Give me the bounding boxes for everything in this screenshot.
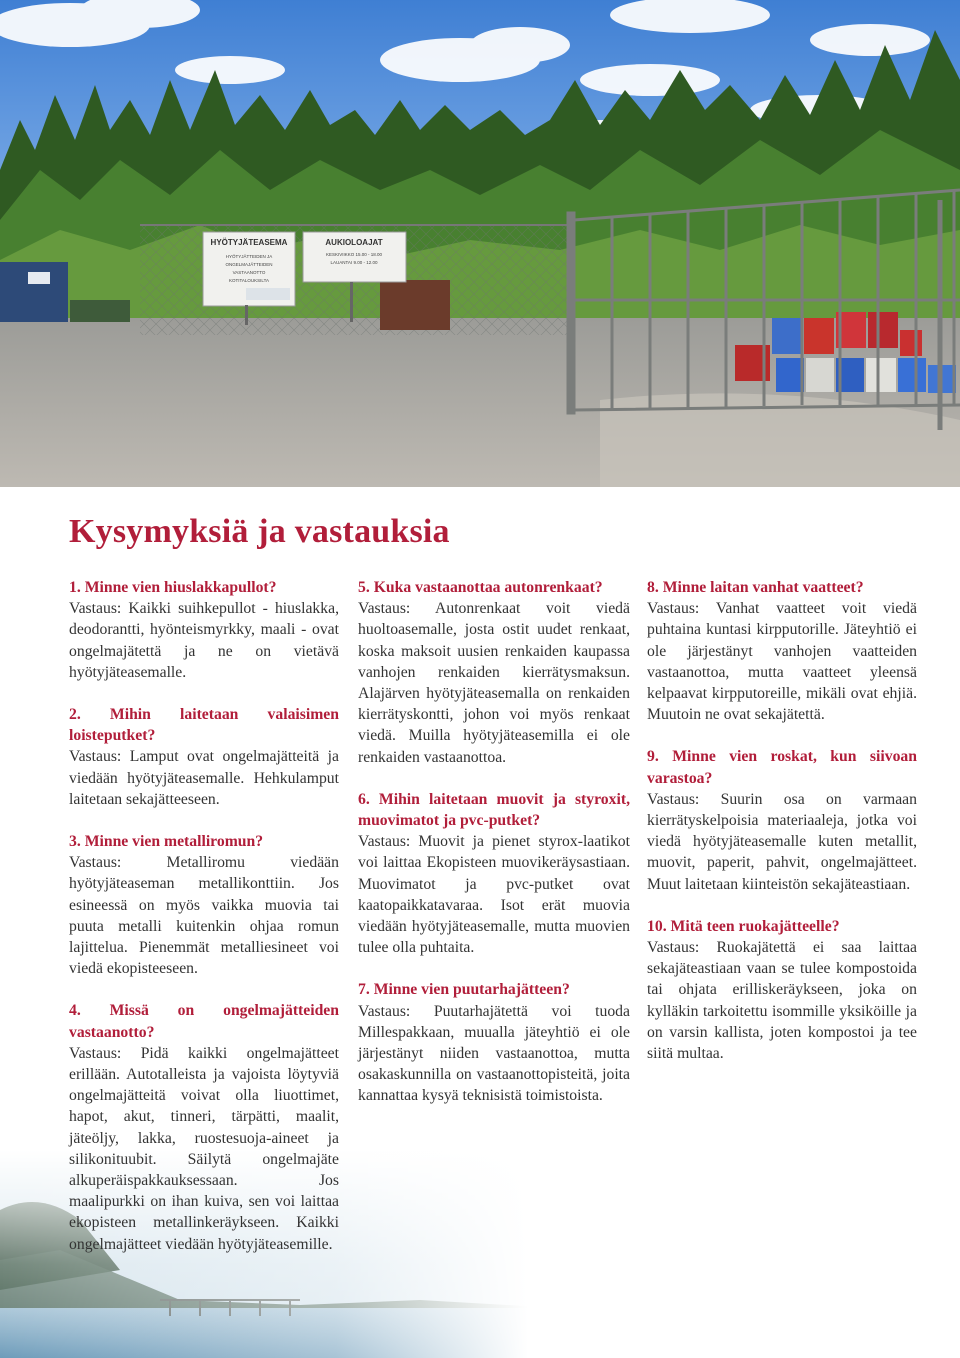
sign-right [303,232,406,282]
svg-text:HYÖTYJÄTTEIDEN JA: HYÖTYJÄTTEIDEN JA [225,254,273,259]
recycling-station-photo [0,0,960,487]
question: 1. Minne vien hiuslakkapullot? [69,579,277,596]
question: 5. Kuka vastaanottaa autonrenkaat? [358,579,603,596]
column-1 [69,577,339,1276]
question: 10. Mitä teen ruokajätteelle? [647,917,840,935]
question: 9. Minne vien roskat, kun siivoan varastoa? [647,748,917,787]
question: 6. Mihin laitetaan muovit ja styroxit, muovimatot ja pvc-putket? [358,790,630,830]
column-3 [647,577,917,1085]
svg-text:ONGELMAJÄTTEIDEN: ONGELMAJÄTTEIDEN [225,262,273,267]
sign-left [203,232,295,306]
answer: Vastaus: Muovit ja pienet styrox-laatikot voi laittaa Ekopisteen muovikeräysastiaan. Muovimatot ja pvc-putket ovat kaatopaikkatavaraa. Isot erät muovia viedään hyötyjäteasemalle, mutta muovien tulee olla puhtaita. [358,833,630,957]
answer: Vastaus: Suurin osa on varmaan kierrätyskelpoisia materiaaleja, jotka voi viedä hyötyjäteasemalle kuten metallit, muovit, paperit, pahvit, ongelmajätteet. Muut laitetaan kiinteistön sekajäteastiaan. [647,790,917,893]
column-2 [358,577,630,1128]
qa-item [358,577,630,768]
answer: Vastaus: Autonrenkaat voit viedä huoltoasemalle, josta ostit uudet renkaat, koska maksoit uusien renkaiden kaupassa vanhojen renkaiden kierrätysmaksun. Alajärven hyötyjäteasemalla on renkaiden kierrätyskontti, johon voi myös renkaat viedä. Muilla hyötyjäteasemilla ei ole renkaiden vastaanottoa. [358,600,630,766]
qa-item [69,1000,339,1254]
qa-item [647,746,917,894]
sign-right-title: AUKIOLOAJAT [325,238,383,247]
question: 7. Minne vien puutarhajätteen? [358,981,570,999]
qa-item [69,577,339,683]
answer: Vastaus: Ruokajätettä ei saa laittaa sekajäteastiaan vaan se tulee kompostoida tai ohjata erilliskeräykseen, joka on kylläkin tarkoitettu isommille yksiköille ja on varsin kallista, joten kompostoi ja tee siitä multaa. [647,939,917,1063]
svg-text:KOTITALOUKSILTA: KOTITALOUKSILTA [228,278,270,283]
qa-item [69,831,339,979]
sign-left-title: HYÖTYJÄTEASEMA [210,238,288,247]
question: 4. Missä on ongelmajätteiden vastaanotto? [69,1002,339,1041]
question: 8. Minne laitan vanhat vaatteet? [647,579,864,596]
question: 3. Minne vien metalliromun? [69,833,264,851]
answer: Vastaus: Pidä kaikki ongelmajätteet erillään. Autotalleista ja vajoista löytyviä ongelmajätteitä voivat olla liuottimet, hapot, akut, tinneri, tärpätti, maalit, jäteöljy, lakka, ruostesuoja-aineet ja silikonituubit. Säilytä ongelmajäte alkuperäispakkauksessaan. Jos maalipurkki on ihan kuiva, sen voi laittaa ekopisteen metallinkeräykseen. Kaikki ongelmajätteet viedään hyötyjäteasemille. [69,1044,339,1253]
qa-item [647,577,917,725]
svg-text:LAUANTAI 9.00 - 12.00: LAUANTAI 9.00 - 12.00 [330,260,378,265]
answer: Vastaus: Puutarhajätettä voi tuoda Millespakkaan, muualla jäteyhtiö ei ole järjestänyt niiden vastaanottoa, mutta osakaskunnilla on vastaanottopisteitä, joita kannattaa kysyä teknisistä toimistoista. [358,1002,630,1105]
answer: Vastaus: Lamput ovat ongelmajätteitä ja viedään hyötyjäteasemalle. Hehkulamput laitetaan sekajätteeseen. [69,748,339,808]
qa-item [69,704,339,810]
page-title: Kysymyksiä ja vastauksia [69,513,450,550]
answer: Vastaus: Metalliromu viedään hyötyjäteaseman metallikonttiin. Jos esineessä on myös vaikka muovia tai puuta metalli kuitenkin ohjaa romun lajittelua. Pienemmät metalliesineet voi viedä ekopisteeseen. [69,854,339,978]
answer: Vastaus: Kaikki suihkepullot - hiuslakka, deodorantti, hyönteismyrkky, maali - ovat ongelmajätettä ja ne on vietävä hyötyjäteasemalle. [69,600,339,681]
svg-text:KESKIVIIKKO 15.00 - 18.00: KESKIVIIKKO 15.00 - 18.00 [325,252,383,257]
svg-text:VASTAANOTTO: VASTAANOTTO [232,270,266,275]
qa-item [358,979,630,1106]
qa-item [647,916,917,1064]
question: 2. Mihin laitetaan valaisimen loisteputket? [69,706,339,745]
answer: Vastaus: Vanhat vaatteet voit viedä puhtaina kuntasi kirpputorille. Jäteyhtiö ei ole järjestänyt vanhojen vaatteiden vastaanottoa, mutta vaatteet yleensä kelpaavat kirpputoreille, mikäli ovat ehjiä. Muutoin ne ovat sekajätettä. [647,600,917,724]
qa-item [358,789,630,959]
